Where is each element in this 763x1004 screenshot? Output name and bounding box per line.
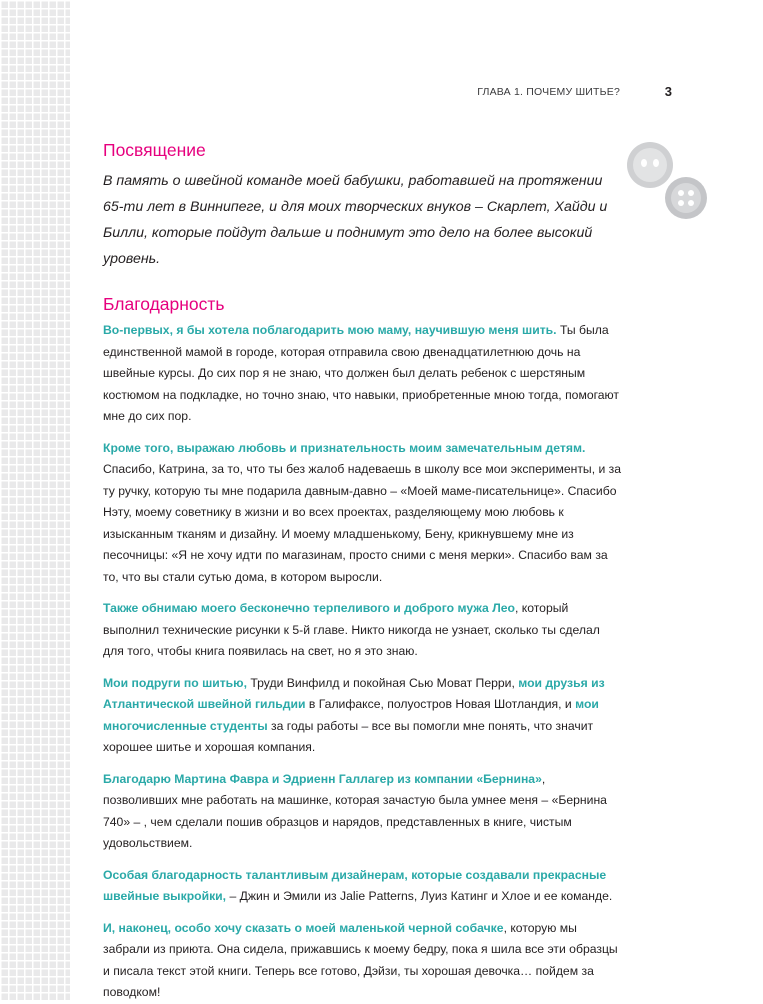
- ack-highlight: мои друзья из Атлантической швейной гильдии: [103, 675, 605, 711]
- acknowledgements-heading: Благодарность: [103, 294, 225, 314]
- ack-text: Спасибо, Катрина, за то, что ты без жалоб надеваешь в школу все мои эксперименты, и за ту ручку, которую ты мне подарила давным-давно – «Моей маме-писательнице». Спасибо Нэту, моему советнику в жизни и во всех проектах, разделяющему мою любовь к изысканным тканям и дизайну. И моему младшенькому, Бену, крикнувшему мне из песочницы: «Я не хочу идти по магазинам, просто сними с меня мерки». Спасибо вам за то, что вы стали сутью дома, в котором выросли.: [103, 462, 622, 584]
- ack-highlight: Мои подруги по шитью,: [103, 675, 247, 690]
- ack-text: , позволивших мне работать на машинке, которая зачастую была умнее меня – «Бернина 740» – , чем сделали пошив образцов и нарядов, представленных в книге, чистым удовольствием.: [103, 771, 607, 850]
- running-header: ГЛАВА 1. ПОЧЕМУ ШИТЬЕ?: [477, 86, 620, 98]
- ack-text: Труди Винфилд и покойная Сью Моват Перри,: [246, 675, 519, 690]
- ack-text: – Джин и Эмили из Jalie Patterns, Луиз Катинг и Хлое и ее команде.: [226, 889, 613, 903]
- dedication-heading: Посвящение: [103, 140, 206, 160]
- ack-highlight: Благодарю Мартина Фавра и Эдриенн Галлагер из компании «Бернина»: [103, 771, 542, 786]
- ack-text: Ты была единственной мамой в городе, которая отправила свою двенадцатилетнюю дочь на швейные курсы. До сих пор я не знаю, что должен был делать ребенок с шерстяным костюмом на подкладке, но точно знаю, что навыки, приобретенные мною тогда, помогают мне до сих пор.: [103, 323, 620, 423]
- ack-text: , которую мы забрали из приюта. Она сидела, прижавшись к моему бедру, пока я шила все эти образцы и писала текст этой книги. Теперь все готово, Дэйзи, ты хорошая девочка… пойдем за поводком!: [103, 920, 618, 999]
- ack-highlight: мои многочисленные студенты: [103, 697, 599, 733]
- ack-paragraph-friends: [103, 673, 623, 759]
- ack-highlight: И, наконец, особо хочу сказать о моей маленькой черной собачке: [103, 920, 504, 935]
- grid-margin-decoration: [0, 0, 72, 1000]
- ack-text: в Галифаксе, полуостров Новая Шотландия, и: [305, 697, 576, 711]
- sewing-buttons-icon: [624, 138, 714, 223]
- ack-paragraph-mother: [103, 320, 623, 428]
- dedication-text: В память о швейной команде моей бабушки, работавшей на протяжении 65-ти лет в Виннипеге, и для моих творческих внуков – Скарлет, Хайди и Билли, которые пойдут дальше и поднимут это дело на более высокий уровень.: [103, 173, 608, 267]
- ack-paragraph-designers: [103, 865, 623, 908]
- page-number: 3: [664, 84, 672, 99]
- ack-text: , который выполнил технические рисунки к 5-й главе. Никто никогда не узнает, сколько ты сделал для того, чтобы книга появилась на свет, но я это знаю.: [103, 601, 600, 658]
- ack-highlight: Кроме того, выражаю любовь и признательность моим замечательным детям.: [103, 440, 586, 455]
- ack-highlight: Особая благодарность талантливым дизайнерам, которые создавали прекрасные швейные выкройки,: [103, 867, 607, 903]
- ack-paragraph-bernina: [103, 769, 623, 855]
- ack-paragraph-dog: [103, 918, 623, 1004]
- page-content: [103, 138, 623, 1004]
- ack-text: за годы работы – все вы помогли мне понять, что значит хорошее шитье и хорошая компания.: [103, 718, 594, 754]
- ack-paragraph-husband: [103, 598, 623, 663]
- ack-highlight: Во-первых, я бы хотела поблагодарить мою маму, научившую меня шить.: [103, 323, 557, 337]
- ack-paragraph-children: [103, 438, 623, 589]
- ack-highlight: Также обнимаю моего бесконечно терпеливого и доброго мужа Лео: [103, 601, 515, 615]
